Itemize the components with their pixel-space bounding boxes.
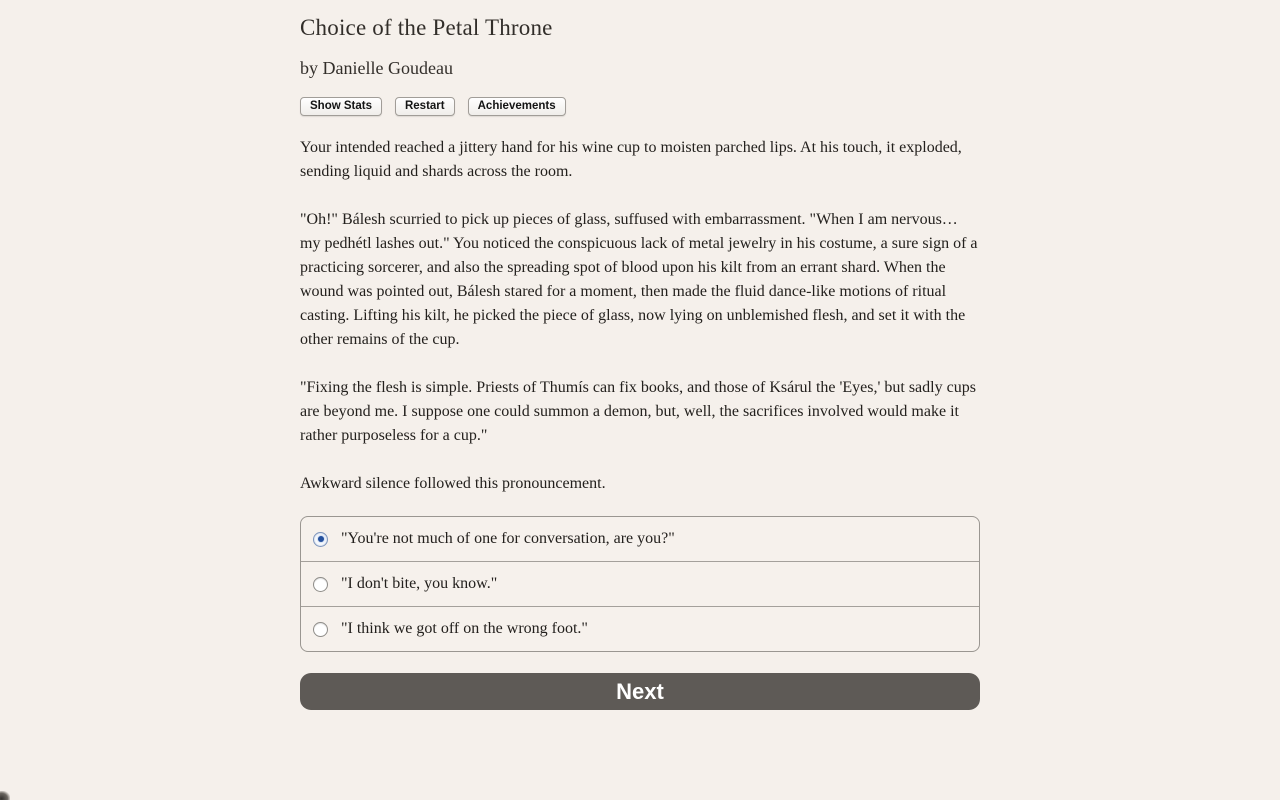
screen-corner-artifact	[0, 791, 10, 800]
radio-button[interactable]	[313, 622, 328, 637]
choice-option-label: "You're not much of one for conversation, are you?"	[341, 530, 675, 547]
choice-option-label: "I think we got off on the wrong foot."	[341, 620, 588, 637]
choice-option-2[interactable]	[301, 561, 979, 606]
page-title: Choice of the Petal Throne	[300, 15, 553, 40]
show-stats-button[interactable]: Show Stats	[300, 97, 382, 116]
choice-option-label: "I don't bite, you know."	[341, 575, 498, 592]
author-byline: by Danielle Goudeau	[300, 58, 453, 78]
story-paragraph: "Fixing the flesh is simple. Priests of Thumís can fix books, and those of Ksárul the 'Eyes,' but sadly cups are beyond me. I suppose one could summon a demon, but, well, the sacrifices involved would make it rather purposeless for a cup."	[300, 379, 976, 444]
restart-button[interactable]: Restart	[395, 97, 455, 116]
story-paragraph: "Oh!" Bálesh scurried to pick up pieces of glass, suffused with embarrassment. "When I am nervous…my pedhétl lashes out." You noticed the conspicuous lack of metal jewelry in his costume, a sure sign of a practicing sorcerer, and also the spreading spot of blood upon his kilt from an errant shard. When the wound was pointed out, Bálesh stared for a moment, then made the fluid dance-like motions of ritual casting. Lifting his kilt, he picked the piece of glass, now lying on unblemished flesh, and set it with the other remains of the cup.	[300, 211, 978, 348]
achievements-button[interactable]: Achievements	[468, 97, 566, 116]
toolbar	[300, 97, 980, 116]
radio-button[interactable]	[313, 532, 328, 547]
story-paragraph: Your intended reached a jittery hand for his wine cup to moisten parched lips. At his touch, it exploded, sending liquid and shards across the room.	[300, 139, 962, 180]
choice-option-1[interactable]	[301, 517, 979, 561]
radio-button[interactable]	[313, 577, 328, 592]
story-paragraph: Awkward silence followed this pronouncement.	[300, 475, 606, 492]
choice-option-3[interactable]	[301, 606, 979, 651]
choice-list	[300, 516, 980, 652]
next-button[interactable]: Next	[300, 673, 980, 710]
content-column	[300, 0, 980, 710]
